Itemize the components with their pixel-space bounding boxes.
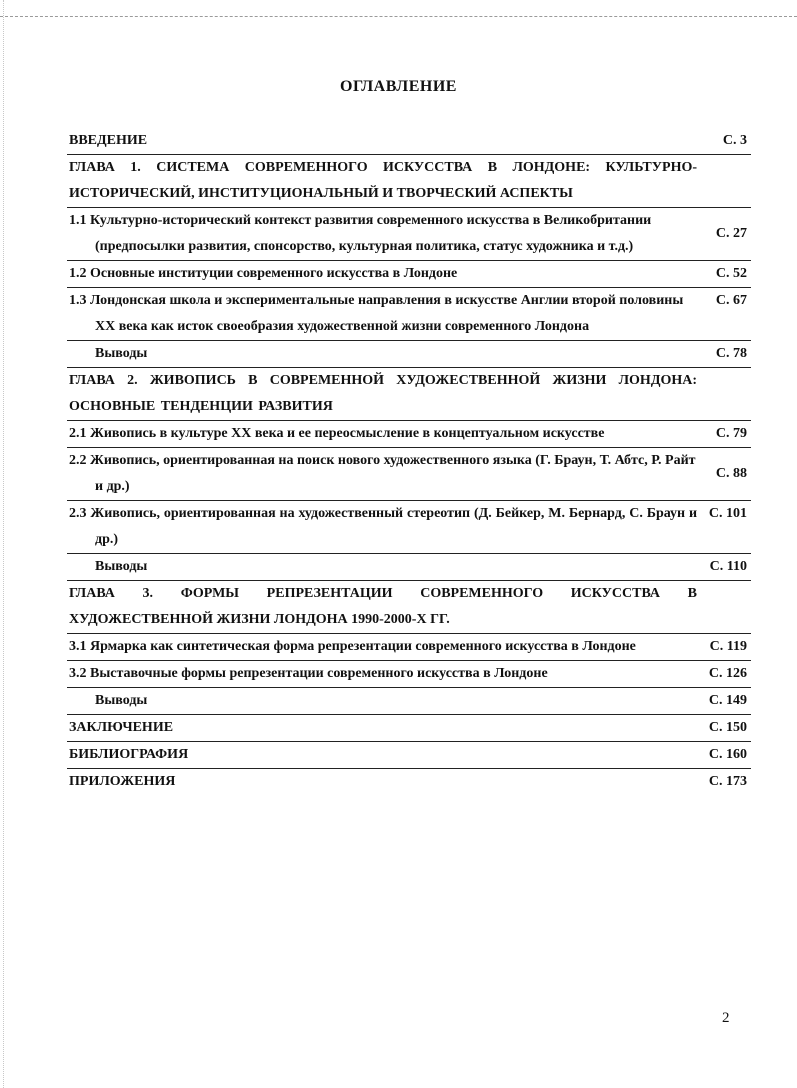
toc-page: С. 52 — [715, 266, 748, 281]
toc-row-chapter-1 — [67, 155, 751, 208]
toc-row-chapter-2 — [67, 368, 751, 421]
toc-entry — [69, 634, 697, 660]
toc-row-section-2-3 — [67, 501, 751, 554]
toc-page: С. 27 — [715, 226, 748, 241]
toc-text: Культурно-исторический контекст развития современного искусства в Великобритании (предпосылки развития, спонсорство, культурная политика, статус художника и т.д.) — [90, 213, 652, 254]
toc-row-section-1-1 — [67, 208, 751, 261]
toc-text: ПРИЛОЖЕНИЯ — [69, 774, 176, 789]
toc-text: Выводы — [95, 559, 148, 574]
toc-entry — [69, 208, 697, 260]
toc-row-appendices — [67, 769, 751, 796]
toc-number: 3.2 — [69, 666, 87, 681]
toc-text: Ярмарка как синтетическая форма репрезентации современного искусства в Лондоне — [90, 639, 636, 654]
toc-entry — [69, 448, 697, 500]
toc-page: С. 88 — [715, 466, 748, 481]
toc-row-conclusion — [67, 715, 751, 742]
page-title: ОГЛАВЛЕНИЕ — [340, 78, 457, 95]
toc-text: Живопись, ориентированная на художественный стереотип (Д. Бейкер, М. Бернард, С. Браун и др.) — [90, 506, 698, 547]
toc-number: 2.2 — [69, 453, 87, 468]
toc-number: 2.1 — [69, 426, 87, 441]
toc-chapter-heading: ГЛАВА 2. ЖИВОПИСЬ В СОВРЕМЕННОЙ ХУДОЖЕСТВЕННОЙ ЖИЗНИ ЛОНДОНА: ОСНОВНЫЕ ТЕНДЕНЦИИ РАЗВИТИЯ — [69, 373, 698, 414]
toc-row-section-3-1 — [67, 634, 751, 661]
toc-page — [697, 368, 751, 421]
toc-entry — [69, 421, 697, 447]
toc-page — [697, 581, 751, 634]
toc-page: С. 101 — [708, 506, 748, 521]
toc-row-conclusions-1 — [67, 341, 751, 368]
toc-row-section-3-2 — [67, 661, 751, 688]
toc-row-section-2-2 — [67, 448, 751, 501]
toc-page: С. 149 — [708, 693, 748, 708]
scan-edge-left — [3, 0, 4, 1088]
toc-text: БИБЛИОГРАФИЯ — [69, 747, 189, 762]
toc-page: С. 126 — [708, 666, 748, 681]
toc-chapter-heading: ГЛАВА 1. СИСТЕМА СОВРЕМЕННОГО ИСКУССТВА В ЛОНДОНЕ: КУЛЬТУРНО-ИСТОРИЧЕСКИЙ, ИНСТИТУЦИОНАЛЬНЫЙ И ТВОРЧЕСКИЙ АСПЕКТЫ — [69, 160, 698, 201]
toc-row-conclusions-3 — [67, 688, 751, 715]
toc-entry — [69, 661, 697, 687]
toc-page: С. 3 — [722, 133, 748, 148]
toc-number: 1.3 — [69, 293, 87, 308]
toc-text: ЗАКЛЮЧЕНИЕ — [69, 720, 174, 735]
scan-edge-top — [0, 16, 797, 17]
toc-number: 3.1 — [69, 639, 87, 654]
toc-page: С. 79 — [715, 426, 748, 441]
toc-page: С. 110 — [709, 559, 748, 574]
toc-row-section-1-2 — [67, 261, 751, 288]
toc-text: Лондонская школа и экспериментальные направления в искусстве Англии второй половины XX века как исток своеобразия художественной жизни современного Лондона — [90, 293, 684, 334]
toc-text: Выводы — [95, 346, 148, 361]
toc-page: С. 67 — [715, 293, 748, 308]
toc-row-section-2-1 — [67, 421, 751, 448]
toc-chapter-heading: ГЛАВА 3. ФОРМЫ РЕПРЕЗЕНТАЦИИ СОВРЕМЕННОГО ИСКУССТВА В ХУДОЖЕСТВЕННОЙ ЖИЗНИ ЛОНДОНА 1990-2000-Х ГГ. — [69, 586, 698, 627]
toc-page — [697, 155, 751, 208]
toc-page: С. 150 — [708, 720, 748, 735]
toc-text: Выводы — [95, 693, 148, 708]
toc-number: 2.3 — [69, 506, 87, 521]
toc-row-conclusions-2 — [67, 554, 751, 581]
toc-row-bibliography — [67, 742, 751, 769]
toc-text: Живопись в культуре XX века и ее переосмысление в концептуальном искусстве — [90, 426, 605, 441]
toc-page: С. 160 — [708, 747, 748, 762]
toc-number: 1.1 — [69, 213, 87, 228]
table-of-contents — [67, 128, 751, 795]
toc-entry — [69, 288, 697, 340]
toc-number: 1.2 — [69, 266, 87, 281]
toc-text: ВВЕДЕНИЕ — [69, 133, 148, 148]
toc-text: Основные институции современного искусства в Лондоне — [90, 266, 458, 281]
toc-page: С. 173 — [708, 774, 748, 789]
page-number: 2 — [722, 1010, 730, 1026]
toc-row-section-1-3 — [67, 288, 751, 341]
toc-text: Живопись, ориентированная на поиск нового художественного языка (Г. Браун, Т. Абтс, Р. Райт и др.) — [90, 453, 696, 494]
toc-row-chapter-3 — [67, 581, 751, 634]
toc-page: С. 119 — [709, 639, 748, 654]
toc-entry — [69, 261, 697, 287]
toc-page: С. 78 — [715, 346, 748, 361]
toc-text: Выставочные формы репрезентации современного искусства в Лондоне — [90, 666, 548, 681]
toc-entry — [69, 501, 697, 553]
toc-row-introduction — [67, 128, 751, 155]
